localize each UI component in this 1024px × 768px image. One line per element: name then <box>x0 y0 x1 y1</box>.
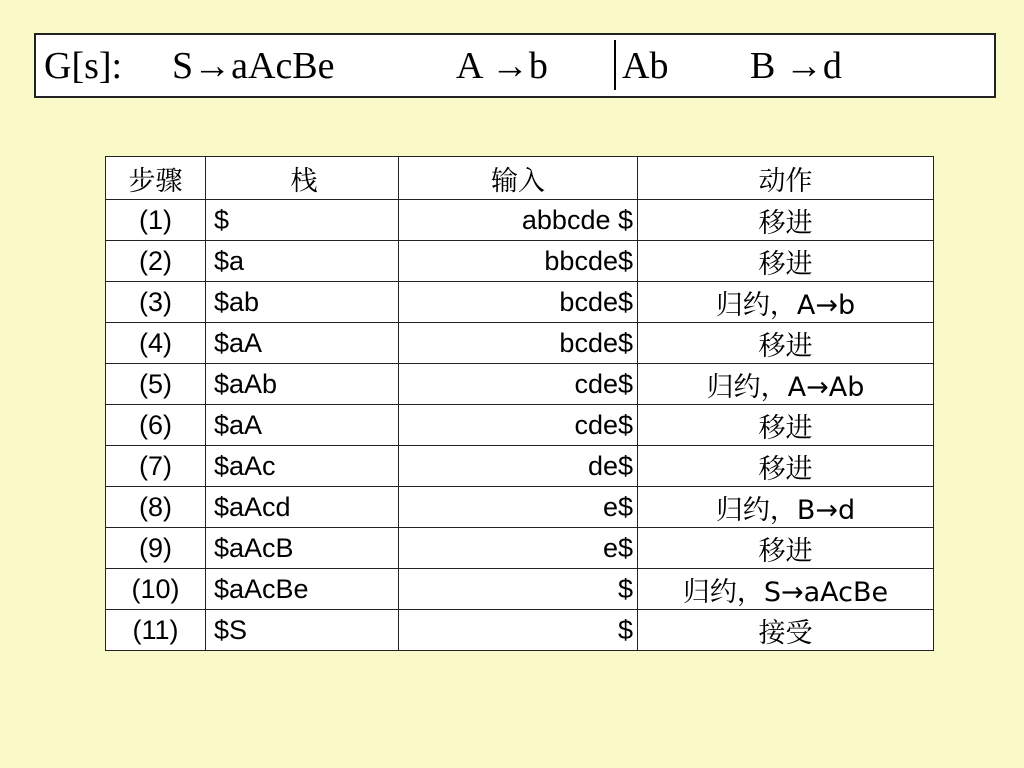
input-cell: cde$ <box>399 405 638 446</box>
input-cell: $ <box>399 610 638 651</box>
action-cell: 归约，A→b <box>638 282 934 323</box>
stack-cell: $aAcB <box>206 528 399 569</box>
grammar-box <box>34 33 996 98</box>
stack-cell: $a <box>206 241 399 282</box>
action-cell: 移进 <box>638 241 934 282</box>
table-row <box>106 364 934 405</box>
header-step: 步骤 <box>106 157 206 200</box>
stack-cell: $aAc <box>206 446 399 487</box>
step-cell: (1) <box>106 200 206 241</box>
header-input: 输入 <box>399 157 638 200</box>
input-cell: abbcde $ <box>399 200 638 241</box>
table-row <box>106 200 934 241</box>
header-stack: 栈 <box>206 157 399 200</box>
stack-cell: $aAcd <box>206 487 399 528</box>
grammar-name: G[s]: <box>44 45 123 87</box>
stack-cell: $aAb <box>206 364 399 405</box>
stack-cell: $ab <box>206 282 399 323</box>
input-cell: de$ <box>399 446 638 487</box>
action-cell: 接受 <box>638 610 934 651</box>
input-cell: cde$ <box>399 364 638 405</box>
grammar-rule-a-alt: Ab <box>622 45 669 87</box>
table-row <box>106 241 934 282</box>
alternative-separator <box>614 40 616 90</box>
table-header-row <box>106 157 934 200</box>
stack-cell: $S <box>206 610 399 651</box>
step-cell: (10) <box>106 569 206 610</box>
table-row <box>106 446 934 487</box>
action-cell: 归约，B→d <box>638 487 934 528</box>
grammar-rule-a: A →b <box>456 45 548 87</box>
parse-table <box>105 156 934 651</box>
header-action: 动作 <box>638 157 934 200</box>
stack-cell: $aA <box>206 323 399 364</box>
table-row <box>106 487 934 528</box>
action-cell: 移进 <box>638 405 934 446</box>
table-row <box>106 323 934 364</box>
step-cell: (2) <box>106 241 206 282</box>
input-cell: bcde$ <box>399 282 638 323</box>
step-cell: (4) <box>106 323 206 364</box>
step-cell: (11) <box>106 610 206 651</box>
action-cell: 归约，A→Ab <box>638 364 934 405</box>
step-cell: (3) <box>106 282 206 323</box>
input-cell: e$ <box>399 487 638 528</box>
stack-cell: $aA <box>206 405 399 446</box>
grammar-rule-b: B →d <box>750 45 842 87</box>
table-row <box>106 528 934 569</box>
grammar-rule-s: S→aAcBe <box>172 45 335 87</box>
action-cell: 移进 <box>638 323 934 364</box>
step-cell: (6) <box>106 405 206 446</box>
table-row <box>106 405 934 446</box>
action-cell: 归约，S→aAcBe <box>638 569 934 610</box>
action-cell: 移进 <box>638 528 934 569</box>
table-row <box>106 282 934 323</box>
action-cell: 移进 <box>638 446 934 487</box>
input-cell: e$ <box>399 528 638 569</box>
stack-cell: $aAcBe <box>206 569 399 610</box>
input-cell: bbcde$ <box>399 241 638 282</box>
stack-cell: $ <box>206 200 399 241</box>
step-cell: (8) <box>106 487 206 528</box>
step-cell: (7) <box>106 446 206 487</box>
input-cell: $ <box>399 569 638 610</box>
step-cell: (5) <box>106 364 206 405</box>
table-row <box>106 569 934 610</box>
table-row <box>106 610 934 651</box>
step-cell: (9) <box>106 528 206 569</box>
input-cell: bcde$ <box>399 323 638 364</box>
action-cell: 移进 <box>638 200 934 241</box>
